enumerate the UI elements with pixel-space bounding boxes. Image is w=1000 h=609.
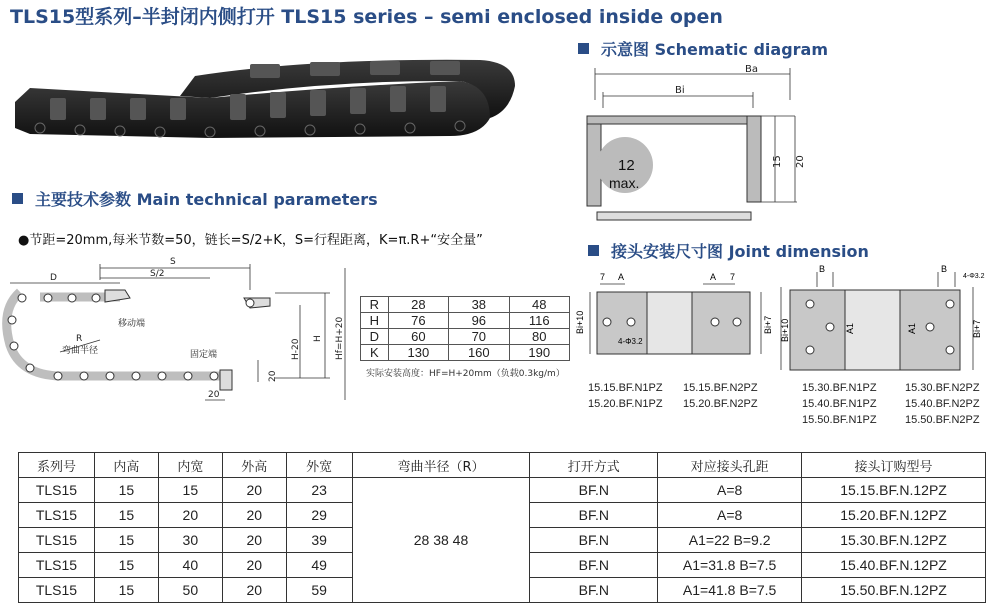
- cell-inner-width: 30: [158, 528, 222, 553]
- label-Bi: Bi: [675, 85, 685, 96]
- cell-hole-distance: A1=22 B=9.2: [658, 528, 802, 553]
- header-series: 系列号: [19, 453, 95, 478]
- label-Hf: Hf=H+20: [335, 316, 345, 360]
- label-bi10-right: Bi+10: [780, 318, 790, 342]
- label-A-right: A: [710, 272, 717, 282]
- joint-list-n2-large: [905, 380, 980, 428]
- part-number: 15.50.BF.N2PZ: [905, 414, 980, 426]
- label-B-right: B: [941, 264, 948, 274]
- spec-value: 60: [388, 329, 448, 345]
- header-order-model: 接头订购型号: [802, 453, 986, 478]
- cell-hole-distance: A=8: [658, 478, 802, 503]
- label-20-height: 20: [268, 370, 278, 382]
- cell-order-model: 15.30.BF.N.12PZ: [802, 528, 986, 553]
- schematic-diagram: [585, 60, 815, 230]
- part-number: 15.20.BF.N2PZ: [683, 398, 758, 410]
- section-schematic-label: 示意图 Schematic diagram: [601, 40, 829, 59]
- label-bend-radius: 弯曲半径: [62, 346, 99, 356]
- spec-value: 160: [449, 345, 509, 361]
- cell-series: TLS15: [19, 478, 95, 503]
- cell-open-mode: BF.N: [530, 478, 658, 503]
- label-S: S: [170, 257, 176, 267]
- label-H: H: [313, 335, 323, 342]
- table-row: [19, 478, 986, 503]
- spec-value: 116: [509, 313, 569, 329]
- spec-param-label: H: [361, 313, 389, 329]
- cell-inner-width: 20: [158, 503, 222, 528]
- cell-outer-width: 29: [286, 503, 352, 528]
- spec-row: [361, 313, 570, 329]
- cell-open-mode: BF.N: [530, 528, 658, 553]
- cell-inner-height: 15: [94, 478, 158, 503]
- section-main-params-label: 主要技术参数 Main technical parameters: [35, 190, 378, 209]
- joint-diagram: [575, 262, 995, 382]
- section-joint: [588, 239, 869, 262]
- label-S2: S/2: [150, 269, 165, 279]
- product-photo: [10, 36, 535, 144]
- label-Ba: Ba: [745, 64, 758, 75]
- part-number: 15.30.BF.N2PZ: [905, 382, 980, 394]
- spec-value: 190: [509, 345, 569, 361]
- square-bullet-icon: [12, 193, 23, 204]
- cell-outer-width: 23: [286, 478, 352, 503]
- cell-outer-height: 20: [222, 578, 286, 603]
- spec-row: [361, 345, 570, 361]
- label-7-left: 7: [600, 272, 606, 282]
- product-table: [18, 452, 986, 603]
- cell-inner-height: 15: [94, 578, 158, 603]
- cell-bend-radius: 28 38 48: [352, 478, 530, 603]
- joint-list-n1-small: [588, 380, 663, 412]
- label-hole-right: 4-Φ3.2: [963, 273, 985, 280]
- label-max: max.: [609, 175, 640, 191]
- cell-outer-width: 39: [286, 528, 352, 553]
- spec-param-label: D: [361, 329, 389, 345]
- cell-inner-height: 15: [94, 528, 158, 553]
- label-hole-left: 4-Φ3.2: [618, 337, 643, 346]
- part-number: 15.20.BF.N1PZ: [588, 398, 663, 410]
- chain-diagram: [0, 250, 360, 410]
- cell-series: TLS15: [19, 553, 95, 578]
- cell-open-mode: BF.N: [530, 503, 658, 528]
- cell-order-model: 15.20.BF.N.12PZ: [802, 503, 986, 528]
- header-outer-width: 外宽: [286, 453, 352, 478]
- spec-table-block: [360, 296, 570, 379]
- header-bend-radius: 弯曲半径（R）: [352, 453, 530, 478]
- spec-value: 80: [509, 329, 569, 345]
- label-R: R: [76, 334, 83, 344]
- joint-list-n2-small: [683, 380, 758, 412]
- spec-value: 38: [449, 297, 509, 313]
- cell-series: TLS15: [19, 578, 95, 603]
- label-bi7-right: Bi+7: [972, 319, 982, 338]
- label-B-left: B: [819, 264, 826, 274]
- label-bi7-left: Bi+7: [763, 315, 773, 334]
- label-D: D: [50, 273, 57, 283]
- cell-outer-height: 20: [222, 478, 286, 503]
- header-hole-distance: 对应接头孔距: [658, 453, 802, 478]
- header-outer-height: 外高: [222, 453, 286, 478]
- spec-value: 28: [388, 297, 448, 313]
- cell-open-mode: BF.N: [530, 553, 658, 578]
- part-number: 15.30.BF.N1PZ: [802, 382, 877, 394]
- label-A1-left: A1: [845, 322, 855, 334]
- part-number: 15.40.BF.N2PZ: [905, 398, 980, 410]
- cell-hole-distance: A1=41.8 B=7.5: [658, 578, 802, 603]
- cell-order-model: 15.40.BF.N.12PZ: [802, 553, 986, 578]
- cell-outer-height: 20: [222, 553, 286, 578]
- cell-order-model: 15.50.BF.N.12PZ: [802, 578, 986, 603]
- square-bullet-icon: [588, 245, 599, 256]
- label-fixed-end: 固定端: [190, 350, 218, 360]
- spec-value: 70: [449, 329, 509, 345]
- label-A-left: A: [618, 272, 625, 282]
- page-title: TLS15型系列–半封闭内侧打开 TLS15 series – semi enclosed inside open: [10, 6, 723, 28]
- label-moving-end: 移动端: [118, 319, 146, 329]
- cell-series: TLS15: [19, 528, 95, 553]
- cell-hole-distance: A1=31.8 B=7.5: [658, 553, 802, 578]
- part-number: 15.40.BF.N1PZ: [802, 398, 877, 410]
- section-schematic: [578, 37, 828, 60]
- spec-table: [360, 296, 570, 361]
- header-open-mode: 打开方式: [530, 453, 658, 478]
- cell-inner-width: 15: [158, 478, 222, 503]
- section-main-params: [12, 187, 378, 210]
- joint-list-n1-large: [802, 380, 877, 428]
- cell-inner-width: 50: [158, 578, 222, 603]
- square-bullet-icon: [578, 43, 589, 54]
- spec-param-label: R: [361, 297, 389, 313]
- cell-outer-height: 20: [222, 503, 286, 528]
- section-joint-label: 接头安装尺寸图 Joint dimension: [611, 242, 869, 261]
- spec-value: 130: [388, 345, 448, 361]
- label-bi10-left: Bi+10: [575, 310, 585, 334]
- cell-inner-height: 15: [94, 553, 158, 578]
- part-number: 15.50.BF.N1PZ: [802, 414, 877, 426]
- spec-value: 48: [509, 297, 569, 313]
- cell-inner-height: 15: [94, 503, 158, 528]
- label-20: 20: [795, 155, 806, 168]
- label-7-right: 7: [730, 272, 736, 282]
- cell-outer-height: 20: [222, 528, 286, 553]
- cell-outer-width: 59: [286, 578, 352, 603]
- header-inner-height: 内高: [94, 453, 158, 478]
- header-inner-width: 内宽: [158, 453, 222, 478]
- cell-hole-distance: A=8: [658, 503, 802, 528]
- spec-value: 96: [449, 313, 509, 329]
- table-header-row: [19, 453, 986, 478]
- label-15: 15: [772, 155, 783, 168]
- cell-outer-width: 49: [286, 553, 352, 578]
- cell-inner-width: 40: [158, 553, 222, 578]
- label-20-width: 20: [208, 390, 220, 400]
- spec-row: [361, 329, 570, 345]
- label-H-20: H-20: [291, 338, 301, 360]
- cell-open-mode: BF.N: [530, 578, 658, 603]
- part-number: 15.15.BF.N2PZ: [683, 382, 758, 394]
- spec-value: 76: [388, 313, 448, 329]
- install-height-note: 实际安装高度：HF=H+20mm（负载0.3kg/m）: [366, 369, 565, 379]
- label-12: 12: [618, 157, 635, 174]
- spec-row: [361, 297, 570, 313]
- part-number: 15.15.BF.N1PZ: [588, 382, 663, 394]
- cell-order-model: 15.15.BF.N.12PZ: [802, 478, 986, 503]
- spec-param-label: K: [361, 345, 389, 361]
- pitch-info-text: ●节距=20mm,每米节数=50，链长=S/2+K，S=行程距离，K=π.R+“安全量”: [18, 233, 483, 248]
- label-A1-right: A1: [907, 322, 917, 334]
- cell-series: TLS15: [19, 503, 95, 528]
